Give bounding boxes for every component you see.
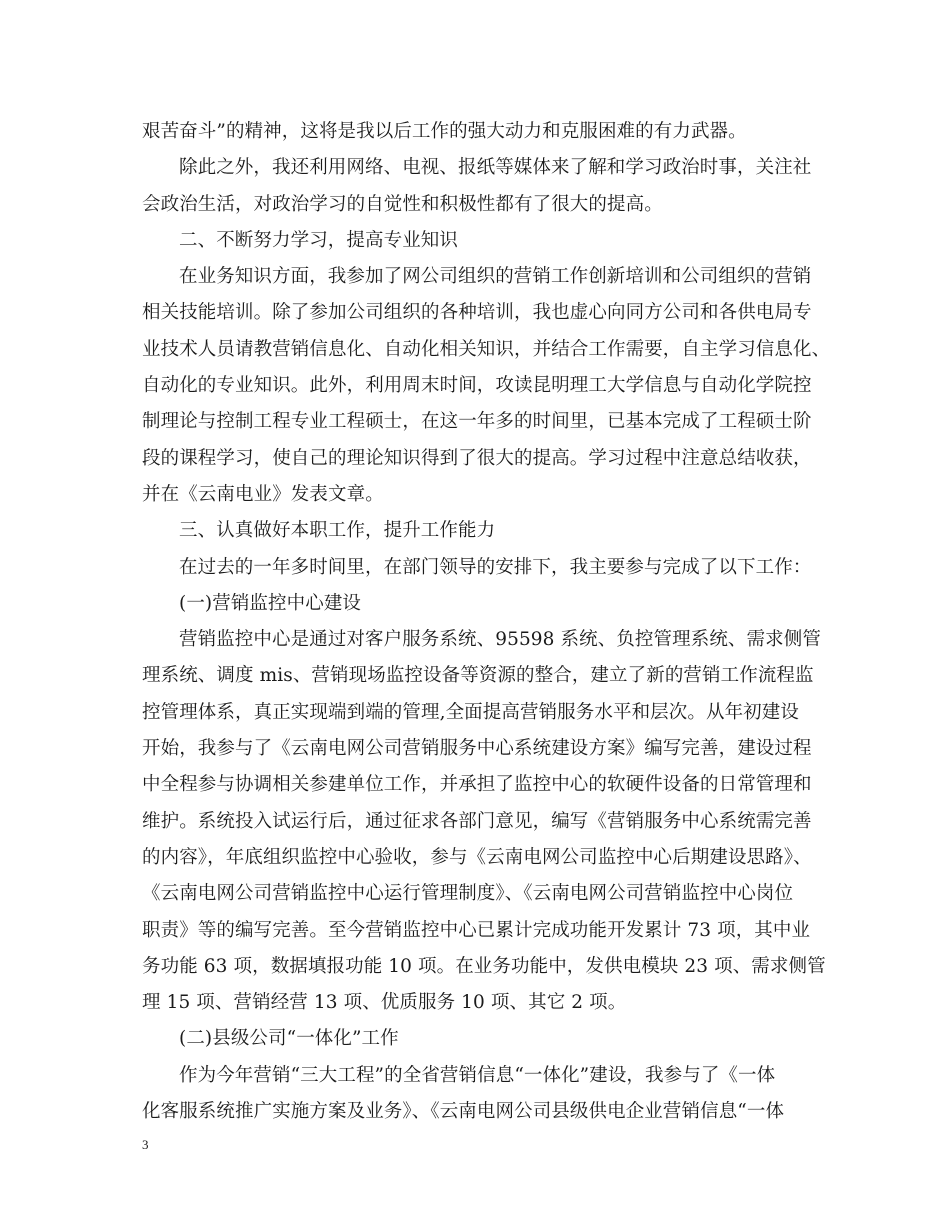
page-number: 3 xyxy=(142,1137,149,1152)
document-body xyxy=(142,114,831,1130)
text-line: 在过去的一年多时间里，在部门领导的安排下，我主要参与完成了以下工作： xyxy=(179,556,812,578)
text-line: 艰苦奋斗”的精神，这将是我以后工作的强大动力和克服困难的有力武器。 xyxy=(142,121,747,142)
text-line: 相关技能培训。除了参加公司组织的各种培训，我也虚心向同方公司和各供电局专 xyxy=(142,302,812,324)
text-line: 化客服系统推广实施方案及业务》、《云南电网公司县级供电企业营销信息“一体 xyxy=(142,1101,785,1123)
text-line: 《云南电网公司营销监控中心运行管理制度》、《云南电网公司营销监控中心岗位 xyxy=(142,883,794,905)
text-line: 会政治生活，对政治学习的自觉性和积极性都有了很大的提高。 xyxy=(142,193,663,215)
text-line: 自动化的专业知识。此外，利用周末时间，攻读昆明理工大学信息与自动化学院控 xyxy=(142,375,812,397)
text-line: 除此之外，我还利用网络、电视、报纸等媒体来了解和学习政治时事，关注社 xyxy=(179,157,812,179)
text-line: 业技术人员请教营销信息化、自动化相关知识，并结合工作需要，自主学习信息化、 xyxy=(142,338,831,360)
text-line: 二、不断努力学习，提高专业知识 xyxy=(179,229,459,251)
text-line: 营销监控中心是通过对客户服务系统、95598 系统、负控管理系统、需求侧管 xyxy=(179,629,821,651)
text-line: 理 15 项、营销经营 13 项、优质服务 10 项、其它 2 项。 xyxy=(142,992,627,1014)
text-line: 维护。系统投入试运行后，通过征求各部门意见，编写《营销服务中心系统需完善 xyxy=(142,810,812,832)
text-line: 三、认真做好本职工作，提升工作能力 xyxy=(179,520,496,542)
text-line: 中全程参与协调相关参建单位工作，并承担了监控中心的软硬件设备的日常管理和 xyxy=(142,774,812,796)
text-line: 在业务知识方面，我参加了网公司组织的营销工作创新培训和公司组织的营销 xyxy=(179,266,812,288)
text-line: (一)营销监控中心建设 xyxy=(179,592,362,614)
text-line: 制理论与控制工程专业工程硕士，在这一年多的时间里，已基本完成了工程硕士阶 xyxy=(142,411,812,433)
text-line: 作为今年营销“三大工程”的全省营销信息“一体化”建设，我参与了《一体 xyxy=(179,1064,776,1086)
text-line: 并在《云南电业》发表文章。 xyxy=(142,483,384,505)
text-line: 务功能 63 项，数据填报功能 10 项。在业务功能中，发供电模块 23 项、需求侧管 xyxy=(142,955,826,977)
text-line: 开始，我参与了《云南电网公司营销服务中心系统建设方案》编写完善，建设过程 xyxy=(142,738,812,760)
text-line: 职责》等的编写完善。至今营销监控中心已累计完成功能开发累计 73 项，其中业 xyxy=(142,919,811,941)
text-line: 段的课程学习，使自己的理论知识得到了很大的提高。学习过程中注意总结收获， xyxy=(142,447,812,469)
text-line: 理系统、调度 mis、营销现场监控设备等资源的整合，建立了新的营销工作流程监 xyxy=(142,665,814,687)
text-line: (二)县级公司“一体化”工作 xyxy=(179,1028,399,1050)
text-line: 的内容》，年底组织监控中心验收，参与《云南电网公司监控中心后期建设思路》、 xyxy=(142,846,812,868)
text-line: 控管理体系，真正实现端到端的管理,全面提高营销服务水平和层次。从年初建设 xyxy=(142,701,799,723)
